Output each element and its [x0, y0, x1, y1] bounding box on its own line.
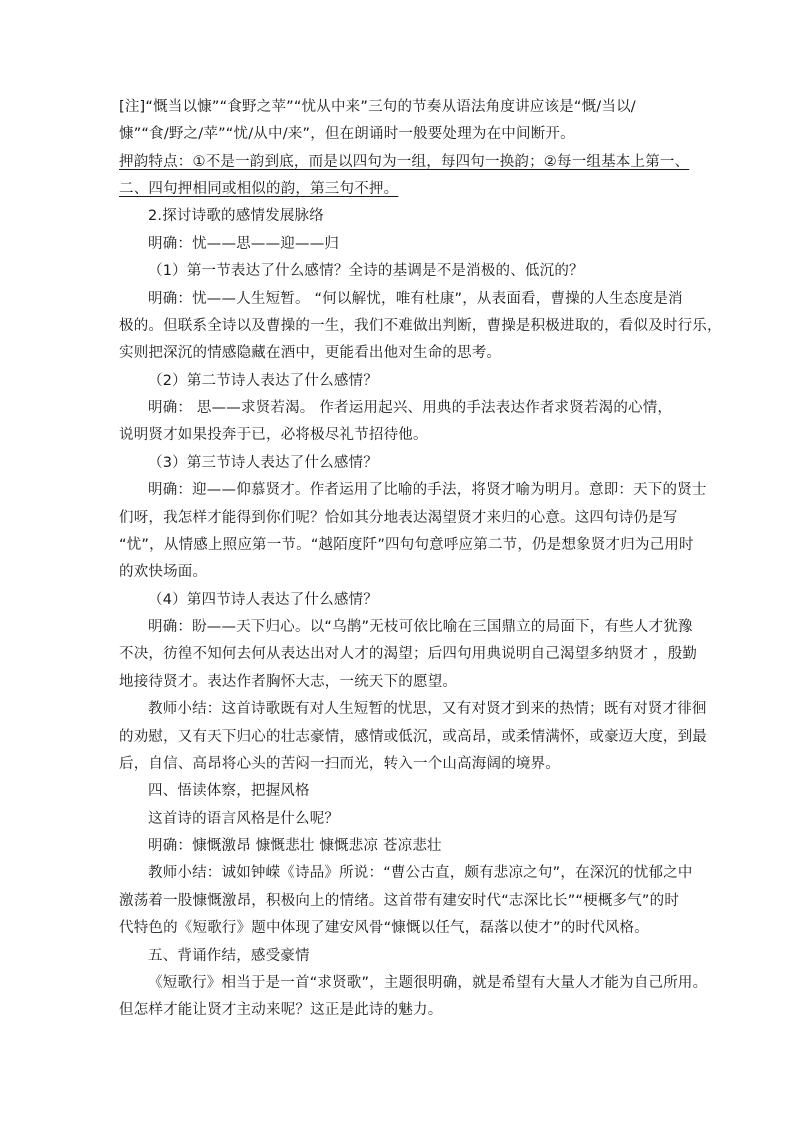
answer-1-line-3: 实则把深沉的情感隐藏在酒中，更能看出他对生命的思考。 [119, 345, 502, 361]
style-question: 这首诗的语言风格是什么呢？ [148, 811, 340, 827]
question-4: （4）第四节诗人表达了什么感情？ [148, 592, 378, 608]
answer-3-line-4: 的欢快场面。 [119, 564, 208, 580]
answer-3-line-1: 明确：迎——仰慕贤才。作者运用了比喻的手法，将贤才喻为明月。意即：天下的贤士 [148, 482, 707, 498]
summary-1-line-1: 教师小结：这首诗歌既有对人生短暂的忧思，又有对贤才到来的热情；既有对贤才徘徊 [148, 701, 707, 717]
question-2: （2）第二节诗人表达了什么感情？ [148, 373, 378, 389]
question-1: （1）第一节表达了什么感情？全诗的基调是不是消极的、低沉的？ [148, 263, 584, 279]
answer-1-line-2: 极的。但联系全诗以及曹操的一生，我们不难做出判断，曹操是积极进取的，看似及时行乐， [119, 318, 722, 334]
answer-3-line-2: 们呀，我怎样才能得到你们呢？恰如其分地表达渴望贤才来归的心意。这四句诗仍是写 [119, 510, 678, 526]
summary-2-line-3: 代特色的《短歌行》题中体现了建安风骨“慷慨以任气，磊落以使才”的时代风格。 [119, 920, 649, 936]
style-answer: 明确：慷慨激昂 慷慨悲壮 慷慨悲凉 苍凉悲壮 [148, 838, 442, 854]
rhyme-line-1: 押韵特点：①不是一韵到底，而是以四句为一组，每四句一换韵；②每一组基本上第一、 [119, 154, 690, 170]
answer-2-line-1: 明确： 思——求贤若渴。 作者运用起兴、用典的手法表达作者求贤若渴的心情， [148, 400, 673, 416]
section-heading-2: 2.探讨诗歌的感情发展脉络 [148, 208, 324, 224]
answer-4-line-2: 不决，彷徨不知何去何从表达出对人才的渴望；后四句用典说明自己渴望多纳贤才 ，殷勤 [119, 646, 698, 662]
rhyme-line-2: 二、四句押相同或相似的韵，第三句不押。 [119, 181, 399, 197]
summary-1-line-2: 的劝慰，又有天下归心的壮志豪情，感情或低沉，或高昂，或柔情满怀，或豪迈大度，到最 [119, 729, 707, 745]
answer-2-line-2: 说明贤才如果投奔于已，必将极尽礼节招待他。 [119, 427, 428, 443]
section-heading-5: 五、背诵作结，感受豪情 [148, 948, 310, 964]
question-3: （3）第三节诗人表达了什么感情？ [148, 455, 378, 471]
note-line-2: 慷”“食/野之/苹”“忧/从中/来”，但在朗诵时一般要处理为在中间断开。 [119, 126, 575, 142]
summary-2-line-1: 教师小结：诚如钟嵘《诗品》所说：“曹公古直，颇有悲凉之句”，在深沉的忧郁之中 [148, 865, 693, 881]
answer-4-line-3: 地接待贤才。表达作者胸怀大志，一统天下的愿望。 [119, 674, 458, 690]
summary-1-line-3: 后，自信、高昂将心头的苦闷一扫而光，转入一个山高海阔的境界。 [119, 756, 560, 772]
closing-line-2: 但怎样才能让贤才主动来呢？这正是此诗的魅力。 [119, 1002, 443, 1018]
closing-line-1: 《短歌行》相当于是一首“求贤歌”，主题很明确，就是希望有大量人才能为自己所用。 [148, 975, 708, 991]
note-line-1: [注]“慨当以慷”“食野之苹”“忧从中来”三句的节奏从语法角度讲应该是“慨/当以/ [119, 99, 636, 115]
answer-4-line-1: 明确：盼——天下归心。以“乌鹊”无枝可依比喻在三国鼎立的局面下，有些人才犹豫 [148, 619, 693, 635]
summary-2-line-2: 激荡着一股慷慨激昂，积极向上的情绪。这首带有建安时代“志深比长”“梗概多气”的时 [119, 893, 680, 909]
answer-line: 明确：忧——思——迎——归 [148, 236, 340, 252]
section-heading-4: 四、悟读体察，把握风格 [148, 783, 310, 799]
answer-3-line-3: “忧”，从情感上照应第一节。“越陌度阡”四句句意呼应第二节，仍是想象贤才归为己用时 [119, 537, 694, 553]
answer-1-line-1: 明确：忧——人生短暂。 “何以解忧，唯有杜康”，从表面看，曹操的人生态度是消 [148, 291, 683, 307]
